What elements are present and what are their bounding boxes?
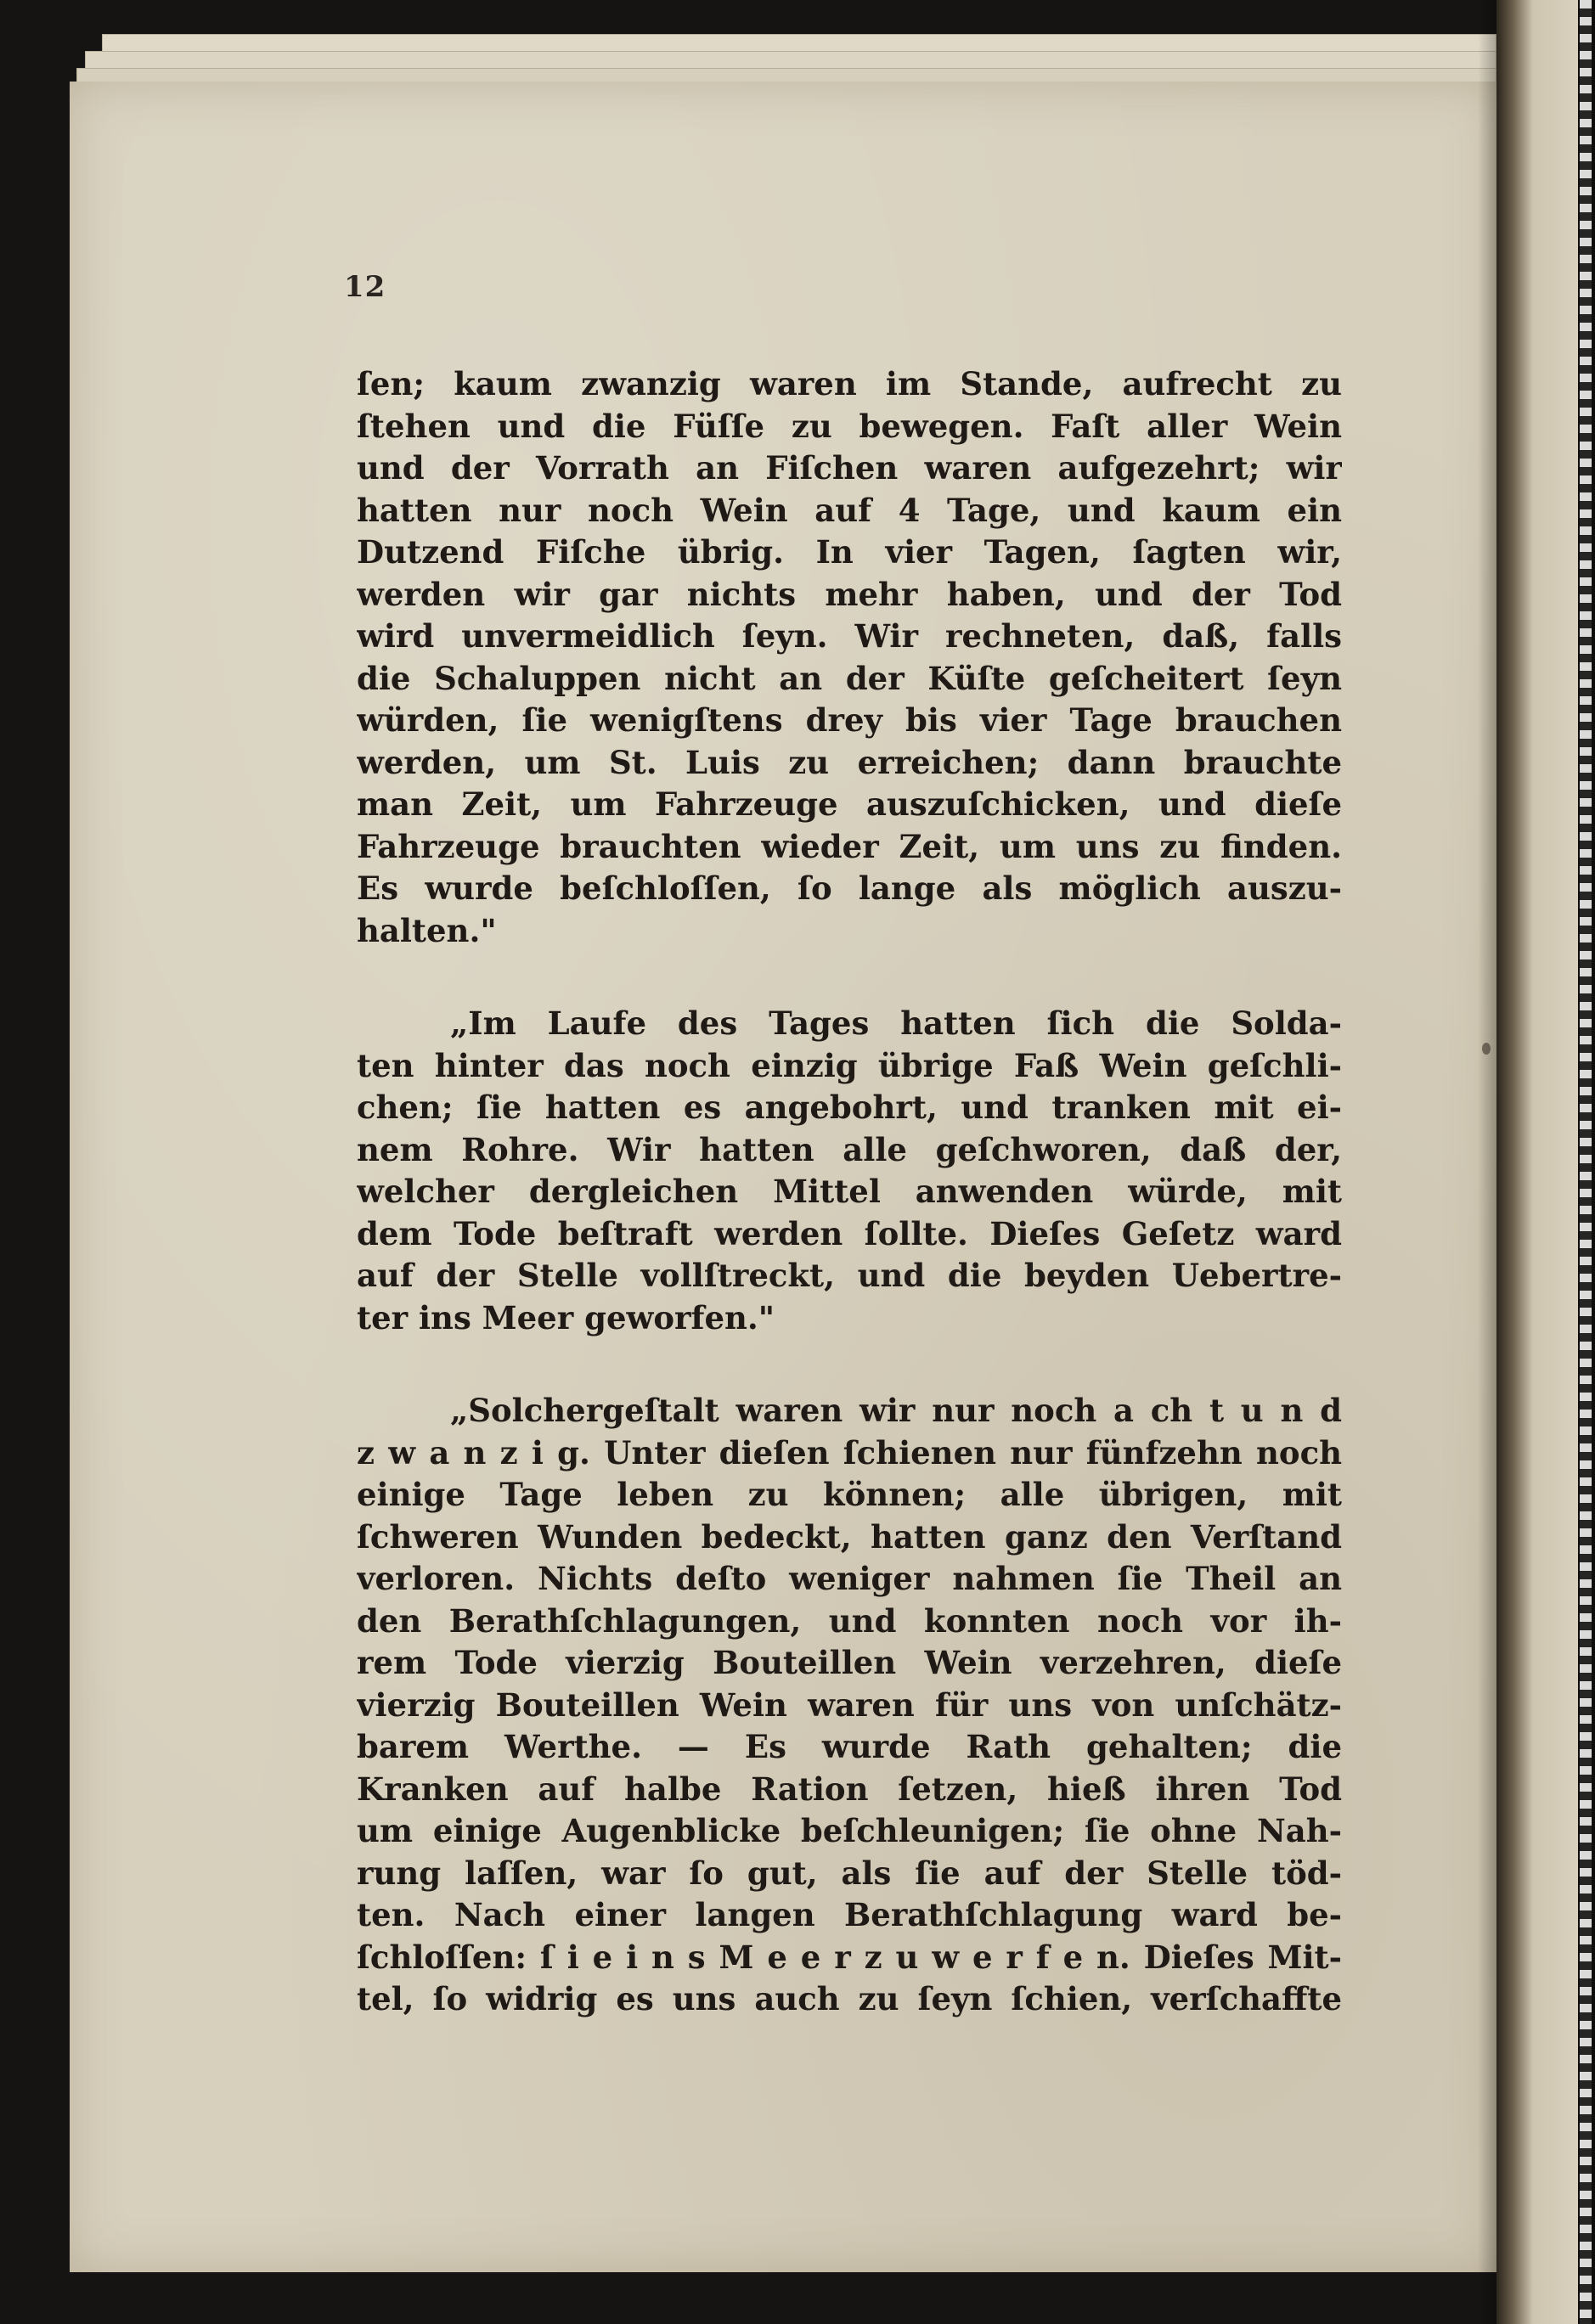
text-line: dem Tode beſtraft werden ſollte. Dieſes Geſetz ward	[357, 1214, 1342, 1252]
text-line: ten. Nach einer langen Berathſchlagung ward be-	[357, 1896, 1342, 1933]
text-line: würden, ſie wenigſtens drey bis vier Tage brauchen	[357, 701, 1342, 739]
text-line: nem Rohre. Wir hatten alle geſchworen, daß der,	[357, 1130, 1342, 1168]
text-line: ter ins Meer geworfen."	[357, 1298, 775, 1336]
text-line: Kranken auf halbe Ration ſetzen, hieß ihren Tod	[357, 1770, 1342, 1808]
text-line: barem Werthe. — Es wurde Rath gehalten; die	[357, 1728, 1342, 1765]
text-line: z w a n z i g. Unter dieſen ſchienen nur fünfzehn noch	[357, 1433, 1342, 1471]
text-line: ſtehen und die Füſſe zu bewegen. Faſt aller Wein	[357, 407, 1342, 445]
text-line: halten."	[357, 911, 497, 949]
scan-color-bar	[1580, 0, 1592, 2324]
text-line: welcher dergleichen Mittel anwenden würde, mit	[357, 1173, 1342, 1210]
text-line: werden, um St. Luis zu erreichen; dann brauchte	[357, 743, 1342, 781]
text-line: tel, ſo widrig es uns auch zu ſeyn ſchien, verſchaffte	[357, 1980, 1342, 2017]
text-line: ten hinter das noch einzig übrige Faß Wein geſchli-	[357, 1046, 1342, 1084]
paragraph-gap	[357, 1339, 1342, 1390]
ink-spot	[1482, 1043, 1491, 1055]
text-line: ſchloſſen: ſ i e i n s M e e r z u w e r f e n. Dieſes Mit-	[357, 1938, 1342, 1976]
text-line: wird unvermeidlich ſeyn. Wir rechneten, daß, falls	[357, 617, 1342, 655]
text-line: rem Tode vierzig Bouteillen Wein verzehren, dieſe	[357, 1644, 1342, 1681]
text-line: Fahrzeuge brauchten wieder Zeit, um uns zu finden.	[357, 827, 1342, 865]
text-line: vierzig Bouteillen Wein waren für uns von unſchätz-	[357, 1685, 1342, 1724]
book-binding	[1496, 0, 1578, 2324]
text-line: werden wir gar nichts mehr haben, und der Tod	[357, 575, 1342, 613]
text-line: man Zeit, um Fahrzeuge auszuſchicken, und dieſe	[357, 785, 1342, 823]
text-line: Es wurde beſchloſſen, ſo lange als möglich auszu-	[357, 869, 1342, 907]
text-line: einige Tage leben zu können; alle übrigen, mit	[357, 1476, 1342, 1513]
text-line: hatten nur noch Wein auf 4 Tage, und kaum ein	[357, 491, 1342, 529]
body-text	[357, 363, 1342, 2021]
text-line: und der Vorrath an Fiſchen waren aufgezehrt; wir	[357, 449, 1342, 487]
text-line: um einige Augenblicke beſchleunigen; ſie ohne Nah-	[357, 1812, 1342, 1849]
page-number: 12	[344, 270, 386, 304]
text-line: chen; ſie hatten es angebohrt, und tranken mit ei-	[357, 1089, 1342, 1126]
text-line: ſen; kaum zwanzig waren im Stande, aufrecht zu	[357, 365, 1342, 402]
text-line: Dutzend Fiſche übrig. In vier Tagen, ſagten wir,	[357, 533, 1342, 571]
text-line: verloren. Nichts deſto weniger nahmen ſie Theil an	[357, 1560, 1342, 1597]
text-line: „Solchergeſtalt waren wir nur noch a ch t u n d	[450, 1392, 1342, 1429]
text-line: auf der Stelle vollſtreckt, und die beyden Uebertre-	[357, 1257, 1342, 1294]
text-line: die Schaluppen nicht an der Küſte geſcheitert ſeyn	[357, 659, 1342, 697]
text-line: den Berathſchlagungen, und konnten noch vor ih-	[357, 1601, 1342, 1640]
text-line: ſchweren Wunden bedeckt, hatten ganz den Verſtand	[357, 1517, 1342, 1556]
text-line: rung laſſen, war ſo gut, als ſie auf der Stelle töd-	[357, 1854, 1342, 1892]
text-line: „Im Laufe des Tages hatten ſich die Solda-	[450, 1004, 1342, 1042]
paragraph-gap	[357, 952, 1342, 1003]
